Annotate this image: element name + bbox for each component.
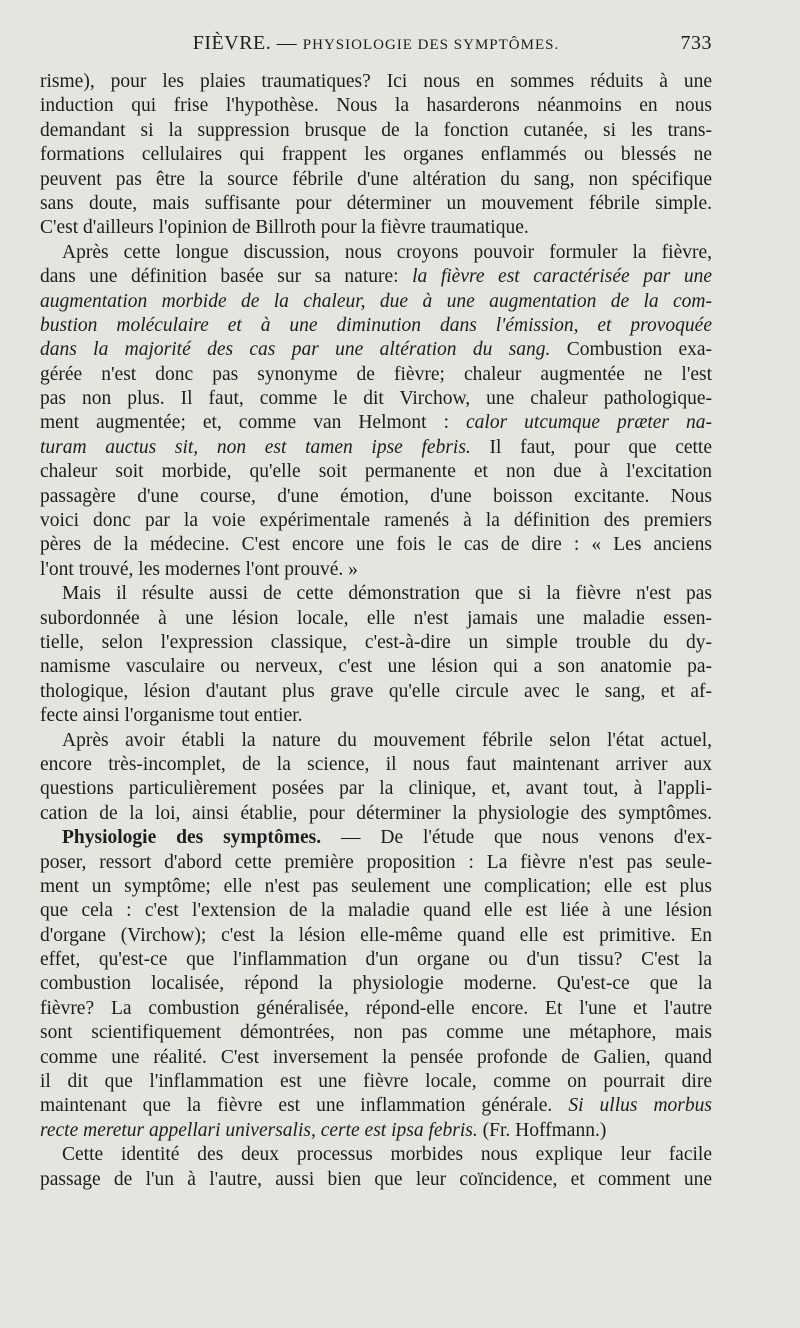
text-segment: — De l'étude que nous venons d'ex- bbox=[321, 827, 712, 849]
text-line bbox=[40, 753, 712, 777]
italic-text: augmentation morbide de la chaleur, due à une augmentation de la com- bbox=[40, 290, 712, 312]
text-segment: gérée n'est donc pas synonyme de fièvre; chaleur augmentée ne l'est bbox=[40, 363, 712, 385]
text-line bbox=[40, 387, 712, 411]
text-line bbox=[40, 582, 712, 606]
text-segment: Mais il résulte aussi de cette démonstration que si la fièvre n'est pas bbox=[62, 583, 712, 605]
text-line bbox=[40, 875, 712, 899]
text-line bbox=[40, 485, 712, 509]
text-line bbox=[40, 1168, 712, 1192]
text-line bbox=[40, 899, 712, 923]
text-line bbox=[40, 338, 712, 362]
text-line bbox=[40, 363, 712, 387]
text-segment: namisme vasculaire ou nerveux, c'est une lésion qui a son anatomie pa- bbox=[40, 656, 712, 678]
text-line bbox=[40, 1046, 712, 1070]
text-segment: l'ont trouvé, les modernes l'ont prouvé. » bbox=[40, 558, 358, 580]
text-segment: risme), pour les plaies traumatiques? Ici nous en sommes réduits à une bbox=[40, 71, 712, 92]
text-line bbox=[40, 436, 712, 460]
text-line bbox=[40, 119, 712, 143]
text-segment: il dit que l'inflammation est une fièvre locale, comme on pourrait dire bbox=[40, 1071, 712, 1093]
text-line bbox=[40, 1119, 712, 1143]
text-line bbox=[40, 168, 712, 192]
text-segment: effet, qu'est-ce que l'inflammation d'un organe ou d'un tissu? C'est la bbox=[40, 949, 712, 971]
text-line bbox=[40, 704, 712, 728]
text-segment: C'est d'ailleurs l'opinion de Billroth pour la fièvre traumatique. bbox=[40, 217, 529, 239]
text-segment: fecte ainsi l'organisme tout entier. bbox=[40, 705, 303, 727]
text-line bbox=[40, 851, 712, 875]
text-segment: fièvre? La combustion généralisée, répond-elle encore. Et l'une et l'autre bbox=[40, 997, 712, 1019]
text-line bbox=[40, 729, 712, 753]
text-segment: demandant si la suppression brusque de la fonction cutanée, si les trans- bbox=[40, 119, 712, 141]
text-line bbox=[40, 70, 712, 94]
text-segment: Après avoir établi la nature du mouvement fébrile selon l'état actuel, bbox=[62, 729, 712, 751]
text-line bbox=[40, 997, 712, 1021]
text-segment: maintenant que la fièvre est une inflammation générale. bbox=[40, 1095, 569, 1117]
text-line bbox=[40, 143, 712, 167]
text-segment: induction qui frise l'hypothèse. Nous la hasarderons néanmoins en nous bbox=[40, 95, 712, 117]
text-segment: d'organe (Virchow); c'est la lésion elle-même quand elle est primitive. En bbox=[40, 924, 712, 946]
text-segment: Cette identité des deux processus morbides nous explique leur facile bbox=[62, 1144, 712, 1166]
italic-text: calor utcumque præter na- bbox=[466, 412, 712, 434]
text-segment: comme une réalité. C'est inversement la pensée profonde de Galien, quand bbox=[40, 1046, 712, 1068]
text-segment: passagère d'une course, d'une émotion, d'une boisson excitante. Nous bbox=[40, 485, 712, 507]
text-segment: poser, ressort d'abord cette première proposition : La fièvre n'est pas seule- bbox=[40, 851, 712, 873]
section-heading: Physiologie des symptômes. bbox=[62, 827, 322, 849]
text-line bbox=[40, 1143, 712, 1167]
text-line bbox=[40, 972, 712, 996]
text-segment: peuvent pas être la source fébrile d'une altération du sang, non spécifique bbox=[40, 168, 712, 190]
text-segment: (Fr. Hoffmann.) bbox=[477, 1119, 607, 1141]
text-segment: dans une définition basée sur sa nature: bbox=[40, 266, 413, 288]
text-segment: que cela : c'est l'extension de la maladie quand elle est liée à une lésion bbox=[40, 900, 712, 922]
text-line bbox=[40, 533, 712, 557]
text-line bbox=[40, 94, 712, 118]
italic-text: Si ullus morbus bbox=[568, 1095, 712, 1117]
text-line bbox=[40, 777, 712, 801]
running-title-dash: — bbox=[271, 32, 303, 54]
text-segment: encore très-incomplet, de la science, il nous faut maintenant arriver aux bbox=[40, 753, 712, 775]
text-segment: thologique, lésion d'autant plus grave qu'elle circule avec le sang, et af- bbox=[40, 680, 712, 702]
text-segment: cation de la loi, ainsi établie, pour déterminer la physiologie des symptômes. bbox=[40, 802, 712, 824]
text-line bbox=[40, 192, 712, 216]
text-line bbox=[40, 241, 712, 265]
text-line bbox=[40, 265, 712, 289]
text-segment: chaleur soit morbide, qu'elle soit permanente et non due à l'excitation bbox=[40, 461, 712, 483]
italic-text: bustion moléculaire et à une diminution dans l'émission, et provoquée bbox=[40, 314, 712, 336]
italic-text: dans la majorité des cas par une altération du sang. bbox=[40, 339, 551, 361]
text-segment: combustion localisée, répond la physiologie moderne. Qu'est-ce que la bbox=[40, 973, 712, 995]
text-line bbox=[40, 631, 712, 655]
text-line bbox=[40, 826, 712, 850]
text-segment: ment augmentée; et, comme van Helmont : bbox=[40, 412, 467, 434]
text-line bbox=[40, 680, 712, 704]
italic-text: turam auctus sit, non est tamen ipse febris. bbox=[40, 436, 471, 458]
text-segment: tielle, selon l'expression classique, c'est-à-dire un simple trouble du dy- bbox=[40, 631, 712, 653]
text-line bbox=[40, 460, 712, 484]
text-line bbox=[40, 655, 712, 679]
page-number: 733 bbox=[680, 32, 712, 54]
text-segment: Après cette longue discussion, nous croyons pouvoir formuler la fièvre, bbox=[62, 241, 712, 263]
text-line bbox=[40, 1021, 712, 1045]
running-header bbox=[40, 32, 712, 66]
text-segment: Il faut, pour que cette bbox=[470, 436, 712, 458]
italic-text: la fièvre est caractérisée par une bbox=[412, 266, 712, 288]
text-segment: formations cellulaires qui frappent les organes enflammés ou blessés ne bbox=[40, 144, 712, 166]
text-segment: subordonnée à une lésion locale, elle n'est jamais une maladie essen- bbox=[40, 607, 712, 629]
text-segment: passage de l'un à l'autre, aussi bien que leur coïncidence, et comment une bbox=[40, 1168, 712, 1190]
text-segment: pas non plus. Il faut, comme le dit Virchow, une chaleur pathologique- bbox=[40, 388, 712, 410]
text-line bbox=[40, 802, 712, 826]
page-body-text bbox=[40, 70, 712, 1192]
text-line bbox=[40, 607, 712, 631]
text-line bbox=[40, 1094, 712, 1118]
text-line bbox=[40, 509, 712, 533]
running-title-left: FIÈVRE. bbox=[192, 32, 272, 54]
text-line bbox=[40, 290, 712, 314]
text-segment: ment un symptôme; elle n'est pas seulement une complication; elle est plus bbox=[40, 875, 712, 897]
text-segment: pères de la médecine. C'est encore une fois le cas de dire : « Les anciens bbox=[40, 534, 712, 556]
text-segment: voici donc par la voie expérimentale ramenés à la définition des premiers bbox=[40, 510, 712, 532]
text-line bbox=[40, 1070, 712, 1094]
text-segment: sont scientifiquement démontrées, non pas comme une métaphore, mais bbox=[40, 1022, 712, 1044]
text-line bbox=[40, 411, 712, 435]
text-line bbox=[40, 216, 712, 240]
running-title bbox=[40, 32, 712, 55]
italic-text: recte meretur appellari universalis, certe est ipsa febris. bbox=[40, 1119, 478, 1141]
text-line bbox=[40, 924, 712, 948]
running-title-right: PHYSIOLOGIE DES SYMPTÔMES. bbox=[302, 37, 560, 53]
text-segment: sans doute, mais suffisante pour déterminer un mouvement fébrile simple. bbox=[40, 192, 712, 214]
text-line bbox=[40, 314, 712, 338]
text-segment: Combustion exa- bbox=[550, 339, 712, 361]
text-line bbox=[40, 948, 712, 972]
text-line bbox=[40, 558, 712, 582]
text-segment: questions particulièrement posées par la clinique, et, avant tout, à l'appli- bbox=[40, 778, 712, 800]
